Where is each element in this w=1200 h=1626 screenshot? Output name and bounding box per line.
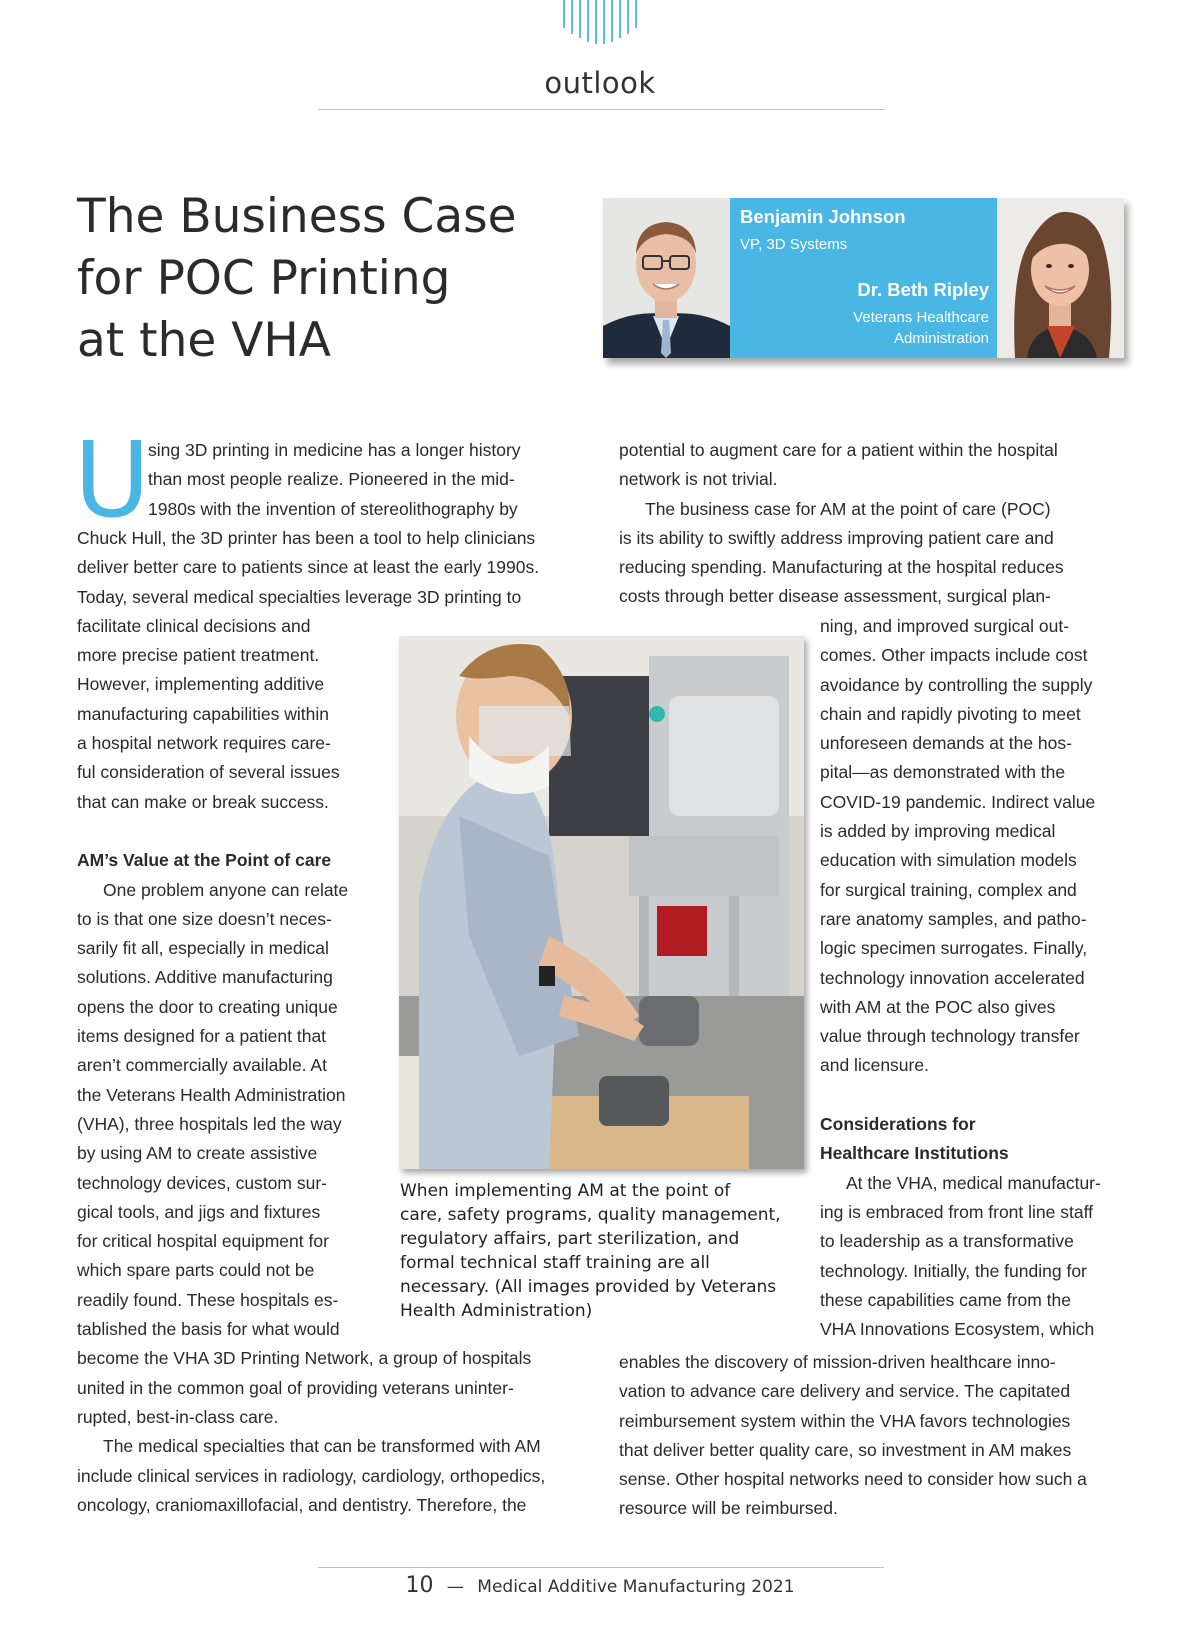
text-line: 1980s with the invention of stereolithography by xyxy=(148,498,518,519)
caption-line: Health Administration) xyxy=(400,1301,593,1321)
text-line: network is not trivial. xyxy=(619,469,778,490)
article-title xyxy=(77,186,547,372)
footer-separator: — xyxy=(446,1577,464,1597)
page-number: 10 xyxy=(405,1573,434,1598)
text-line: The business case for AM at the point of care (POC) xyxy=(645,498,1051,519)
text-line: sarily fit all, especially in medical xyxy=(77,938,329,959)
text-line: which spare parts could not be xyxy=(77,1260,315,1281)
text-line: chain and rapidly pivoting to meet xyxy=(820,703,1081,724)
text-line: aren’t commercially available. At xyxy=(77,1055,327,1076)
text-line: costs through better disease assessment, surgical plan- xyxy=(619,586,1051,607)
author1-role: VP, 3D Systems xyxy=(740,236,848,253)
drop-cap: U xyxy=(74,419,151,541)
text-line: include clinical services in radiology, cardiology, orthopedics, xyxy=(77,1465,546,1486)
lab-photo xyxy=(399,636,804,1169)
text-line: education with simulation models xyxy=(820,850,1077,871)
text-line: value through technology transfer xyxy=(820,1026,1080,1047)
text-line: opens the door to creating unique xyxy=(77,996,338,1017)
title-line: The Business Case xyxy=(77,189,517,244)
text-line: The medical specialties that can be transformed with AM xyxy=(103,1436,541,1457)
author1-name: Benjamin Johnson xyxy=(740,206,906,227)
text-line: these capabilities came from the xyxy=(820,1289,1071,1310)
text-line: the Veterans Health Administration xyxy=(77,1084,346,1105)
text-line: become the VHA 3D Printing Network, a group of hospitals xyxy=(77,1348,532,1369)
decorative-lines xyxy=(560,0,644,46)
text-line: (VHA), three hospitals led the way xyxy=(77,1113,342,1134)
text-line: than most people realize. Pioneered in the mid- xyxy=(148,469,515,490)
text-line: for critical hospital equipment for xyxy=(77,1231,329,1252)
subhead-am-value: AM’s Value at the Point of care xyxy=(77,850,332,871)
text-line: potential to augment care for a patient within the hospital xyxy=(619,440,1058,460)
text-line: readily found. These hospitals es- xyxy=(77,1289,339,1310)
text-line: tablished the basis for what would xyxy=(77,1319,340,1340)
text-line: avoidance by controlling the supply xyxy=(820,674,1093,695)
text-line: pital—as demonstrated with the xyxy=(820,762,1066,783)
text-line: technology innovation accelerated xyxy=(820,967,1085,988)
text-line: VHA Innovations Ecosystem, which xyxy=(820,1319,1095,1340)
col2-narrow-body xyxy=(820,612,1101,1344)
text-line: and licensure. xyxy=(820,1055,929,1076)
author-photo-beth-ripley xyxy=(997,198,1124,358)
text-line: oncology, craniomaxillofacial, and dentistry. Therefore, the xyxy=(77,1494,527,1515)
text-line: to leadership as a transformative xyxy=(820,1231,1074,1252)
caption-line: regulatory affairs, part sterilization, and xyxy=(400,1229,740,1249)
page-footer xyxy=(0,1573,1200,1598)
text-line: ing is embraced from front line staff xyxy=(820,1201,1093,1222)
col2-bottom-body xyxy=(619,1348,1087,1524)
text-line: technology. Initially, the funding for xyxy=(820,1260,1087,1281)
text-line: reimbursement system within the VHA favors technologies xyxy=(619,1410,1071,1431)
caption-line: formal technical staff training are all xyxy=(400,1253,710,1273)
text-line: technology devices, custom sur- xyxy=(77,1172,327,1193)
text-line: to is that one size doesn’t neces- xyxy=(77,908,332,929)
author-photo-benjamin-johnson xyxy=(603,198,730,358)
text-line: is its ability to swiftly address improving patient care and xyxy=(619,527,1054,548)
subhead-considerations: Considerations for xyxy=(820,1114,976,1135)
author2-role xyxy=(789,307,989,349)
text-line: enables the discovery of mission-driven healthcare inno- xyxy=(619,1352,1056,1372)
col1-dropcap-lines xyxy=(148,436,521,524)
author2-role-line: Veterans Healthcare xyxy=(853,309,989,326)
lab-photo-illustration xyxy=(399,636,804,1169)
publication-name: Medical Additive Manufacturing 2021 xyxy=(477,1577,795,1597)
text-line: united in the common goal of providing veterans uninter- xyxy=(77,1377,514,1398)
text-line: sense. Other hospital networks need to consider how such a xyxy=(619,1469,1087,1490)
text-line: logic specimen surrogates. Finally, xyxy=(820,938,1088,959)
text-line: by using AM to create assistive xyxy=(77,1143,318,1164)
text-line: However, implementing additive xyxy=(77,674,325,695)
col2-top-body xyxy=(619,436,1064,612)
caption-line: necessary. (All images provided by Veterans xyxy=(400,1277,777,1297)
text-line: items designed for a patient that xyxy=(77,1026,327,1047)
text-line: solutions. Additive manufacturing xyxy=(77,967,333,988)
text-line: ful consideration of several issues xyxy=(77,762,340,783)
text-line: comes. Other impacts include cost xyxy=(820,645,1088,666)
text-line: vation to advance care delivery and service. The capitated xyxy=(619,1381,1071,1402)
caption-line: When implementing AM at the point of xyxy=(400,1181,731,1201)
title-line: for POC Printing xyxy=(77,251,451,306)
header-rule xyxy=(318,109,884,110)
text-line: that can make or break success. xyxy=(77,791,329,812)
caption-line: care, safety programs, quality management, xyxy=(400,1205,781,1225)
title-line: at the VHA xyxy=(77,313,331,368)
text-line: for surgical training, complex and xyxy=(820,879,1077,900)
text-line: ning, and improved surgical out- xyxy=(820,616,1070,636)
text-line: a hospital network requires care- xyxy=(77,733,331,754)
section-label: outlook xyxy=(544,66,656,100)
footer-rule xyxy=(318,1567,884,1568)
text-line: At the VHA, medical manufactur- xyxy=(846,1172,1101,1193)
text-line: more precise patient treatment. xyxy=(77,645,320,666)
author-banner xyxy=(603,198,1124,358)
text-line: unforeseen demands at the hos- xyxy=(820,733,1072,754)
text-line: COVID-19 pandemic. Indirect value xyxy=(820,791,1096,812)
blank-line xyxy=(820,1081,1101,1110)
text-line: sing 3D printing in medicine has a longer history xyxy=(148,440,521,460)
text-line: resource will be reimbursed. xyxy=(619,1498,838,1519)
text-line: manufacturing capabilities within xyxy=(77,703,329,724)
text-line: facilitate clinical decisions and xyxy=(77,615,311,636)
text-line: Chuck Hull, the 3D printer has been a tool to help clinicians xyxy=(77,528,536,548)
photo-caption xyxy=(400,1179,810,1323)
text-line: rupted, best-in-class care. xyxy=(77,1406,279,1427)
author2-name: Dr. Beth Ripley xyxy=(857,279,989,300)
text-line: rare anatomy samples, and patho- xyxy=(820,908,1087,929)
author2-role-line: Administration xyxy=(893,330,989,347)
text-line: deliver better care to patients since at least the early 1990s. xyxy=(77,557,540,578)
subhead-considerations: Healthcare Institutions xyxy=(820,1143,1009,1164)
text-line: Today, several medical specialties leverage 3D printing to xyxy=(77,586,522,607)
text-line: that deliver better quality care, so investment in AM makes xyxy=(619,1439,1072,1460)
text-line: reducing spending. Manufacturing at the hospital reduces xyxy=(619,557,1064,578)
text-line: One problem anyone can relate xyxy=(103,879,349,900)
text-line: gical tools, and jigs and fixtures xyxy=(77,1201,321,1222)
text-line: with AM at the POC also gives xyxy=(820,996,1056,1017)
text-line: is added by improving medical xyxy=(820,821,1056,842)
